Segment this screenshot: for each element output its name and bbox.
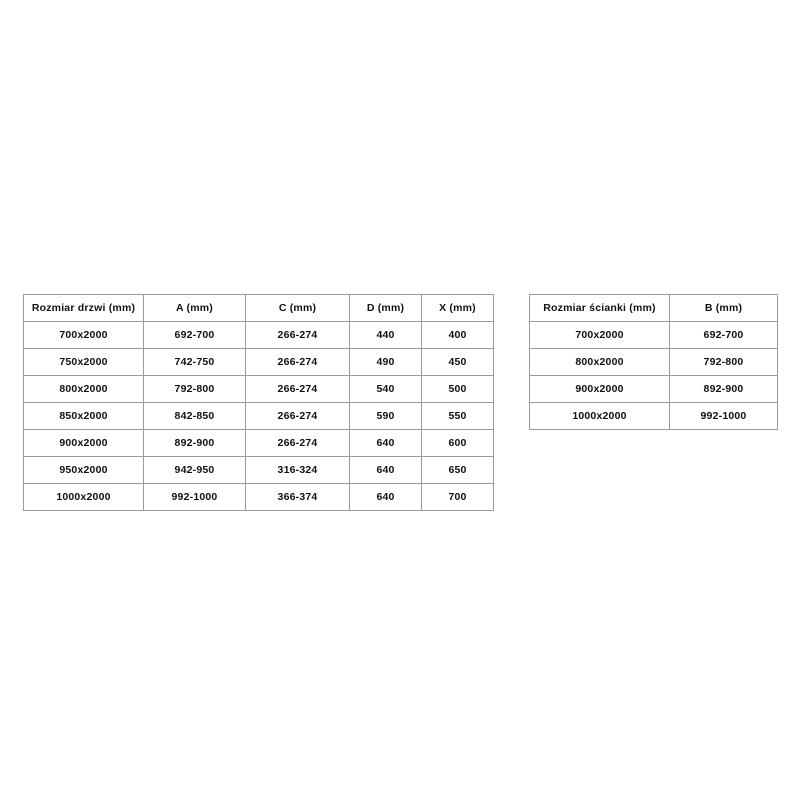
cell-wall-size: 1000x2000 — [530, 403, 670, 430]
table-row — [530, 376, 778, 403]
cell-door-size: 900x2000 — [24, 430, 144, 457]
cell-door-size: 850x2000 — [24, 403, 144, 430]
cell-d: 640 — [350, 484, 422, 511]
table-row — [24, 376, 494, 403]
cell-c: 266-274 — [246, 376, 350, 403]
cell-c: 266-274 — [246, 403, 350, 430]
cell-a: 792-800 — [144, 376, 246, 403]
cell-d: 540 — [350, 376, 422, 403]
cell-d: 640 — [350, 430, 422, 457]
table-header-row — [530, 295, 778, 322]
table-row — [24, 457, 494, 484]
cell-d: 440 — [350, 322, 422, 349]
cell-door-size: 1000x2000 — [24, 484, 144, 511]
cell-d: 640 — [350, 457, 422, 484]
cell-x: 500 — [422, 376, 494, 403]
cell-x: 550 — [422, 403, 494, 430]
column-header-d: D (mm) — [350, 295, 422, 322]
cell-wall-size: 900x2000 — [530, 376, 670, 403]
table-row — [530, 349, 778, 376]
cell-x: 400 — [422, 322, 494, 349]
cell-d: 590 — [350, 403, 422, 430]
cell-d: 490 — [350, 349, 422, 376]
column-header-a: A (mm) — [144, 295, 246, 322]
table-row — [530, 403, 778, 430]
table-header-row — [24, 295, 494, 322]
cell-door-size: 750x2000 — [24, 349, 144, 376]
wall-dimensions-table — [529, 294, 778, 430]
table-row — [24, 322, 494, 349]
cell-door-size: 700x2000 — [24, 322, 144, 349]
cell-a: 992-1000 — [144, 484, 246, 511]
column-header-wall-size: Rozmiar ścianki (mm) — [530, 295, 670, 322]
column-header-b: B (mm) — [670, 295, 778, 322]
table-row — [24, 430, 494, 457]
table-row — [24, 403, 494, 430]
column-header-door-size: Rozmiar drzwi (mm) — [24, 295, 144, 322]
cell-x: 450 — [422, 349, 494, 376]
cell-x: 700 — [422, 484, 494, 511]
cell-x: 650 — [422, 457, 494, 484]
cell-b: 692-700 — [670, 322, 778, 349]
column-header-x: X (mm) — [422, 295, 494, 322]
cell-a: 742-750 — [144, 349, 246, 376]
cell-wall-size: 700x2000 — [530, 322, 670, 349]
cell-c: 316-324 — [246, 457, 350, 484]
cell-c: 266-274 — [246, 430, 350, 457]
table-row — [24, 484, 494, 511]
doors-dimensions-table — [23, 294, 494, 511]
cell-c: 266-274 — [246, 322, 350, 349]
cell-a: 692-700 — [144, 322, 246, 349]
cell-b: 992-1000 — [670, 403, 778, 430]
cell-a: 842-850 — [144, 403, 246, 430]
cell-door-size: 800x2000 — [24, 376, 144, 403]
cell-c: 266-274 — [246, 349, 350, 376]
table-row — [530, 322, 778, 349]
column-header-c: C (mm) — [246, 295, 350, 322]
cell-door-size: 950x2000 — [24, 457, 144, 484]
cell-wall-size: 800x2000 — [530, 349, 670, 376]
table-row — [24, 349, 494, 376]
cell-b: 792-800 — [670, 349, 778, 376]
cell-a: 892-900 — [144, 430, 246, 457]
cell-b: 892-900 — [670, 376, 778, 403]
cell-a: 942-950 — [144, 457, 246, 484]
cell-x: 600 — [422, 430, 494, 457]
cell-c: 366-374 — [246, 484, 350, 511]
